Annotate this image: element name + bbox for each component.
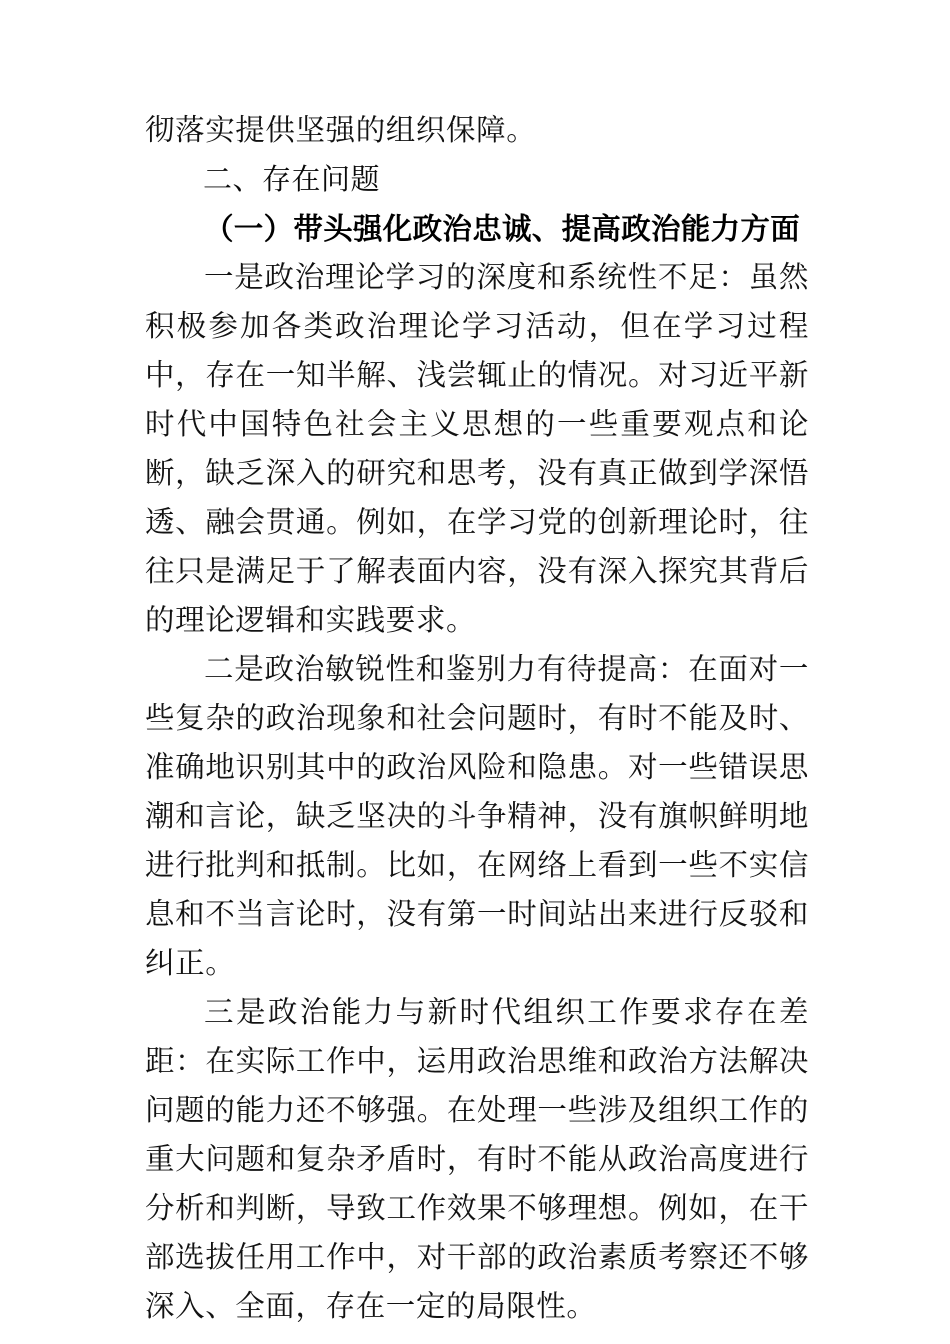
heading-level-1: 二、存在问题 <box>203 162 381 196</box>
document-content <box>145 106 809 1331</box>
heading-level-2: （一）带头强化政治忠诚、提高政治能力方面 <box>204 211 801 246</box>
paragraph-three: 三是政治能力与新时代组织工作要求存在差距：在实际工作中，运用政治思维和政治方法解决问题的能力还不够强。在处理一些涉及组织工作的重大问题和复杂矛盾时，有时不能从政治高度进行分析和判断，导致工作效果不够理想。例如，在干部选拔任用工作中，对干部的政治素质考察还不够深入、全面，存在一定的局限性。 <box>145 995 809 1323</box>
paragraph-one: 一是政治理论学习的深度和系统性不足：虽然积极参加各类政治理论学习活动，但在学习过程中，存在一知半解、浅尝辄止的情况。对习近平新时代中国特色社会主义思想的一些重要观点和论断，缺乏深入的研究和思考，没有真正做到学深悟透、融会贯通。例如，在学习党的创新理论时，往往只是满足于了解表面内容，没有深入探究其背后的理论逻辑和实践要求。 <box>145 260 809 637</box>
continuation-paragraph: 彻落实提供坚强的组织保障。 <box>145 113 537 147</box>
paragraph-two: 二是政治敏锐性和鉴别力有待提高：在面对一些复杂的政治现象和社会问题时，有时不能及时、准确地识别其中的政治风险和隐患。对一些错误思潮和言论，缺乏坚决的斗争精神，没有旗帜鲜明地进行批判和抵制。比如，在网络上看到一些不实信息和不当言论时，没有第一时间站出来进行反驳和纠正。 <box>145 652 809 980</box>
